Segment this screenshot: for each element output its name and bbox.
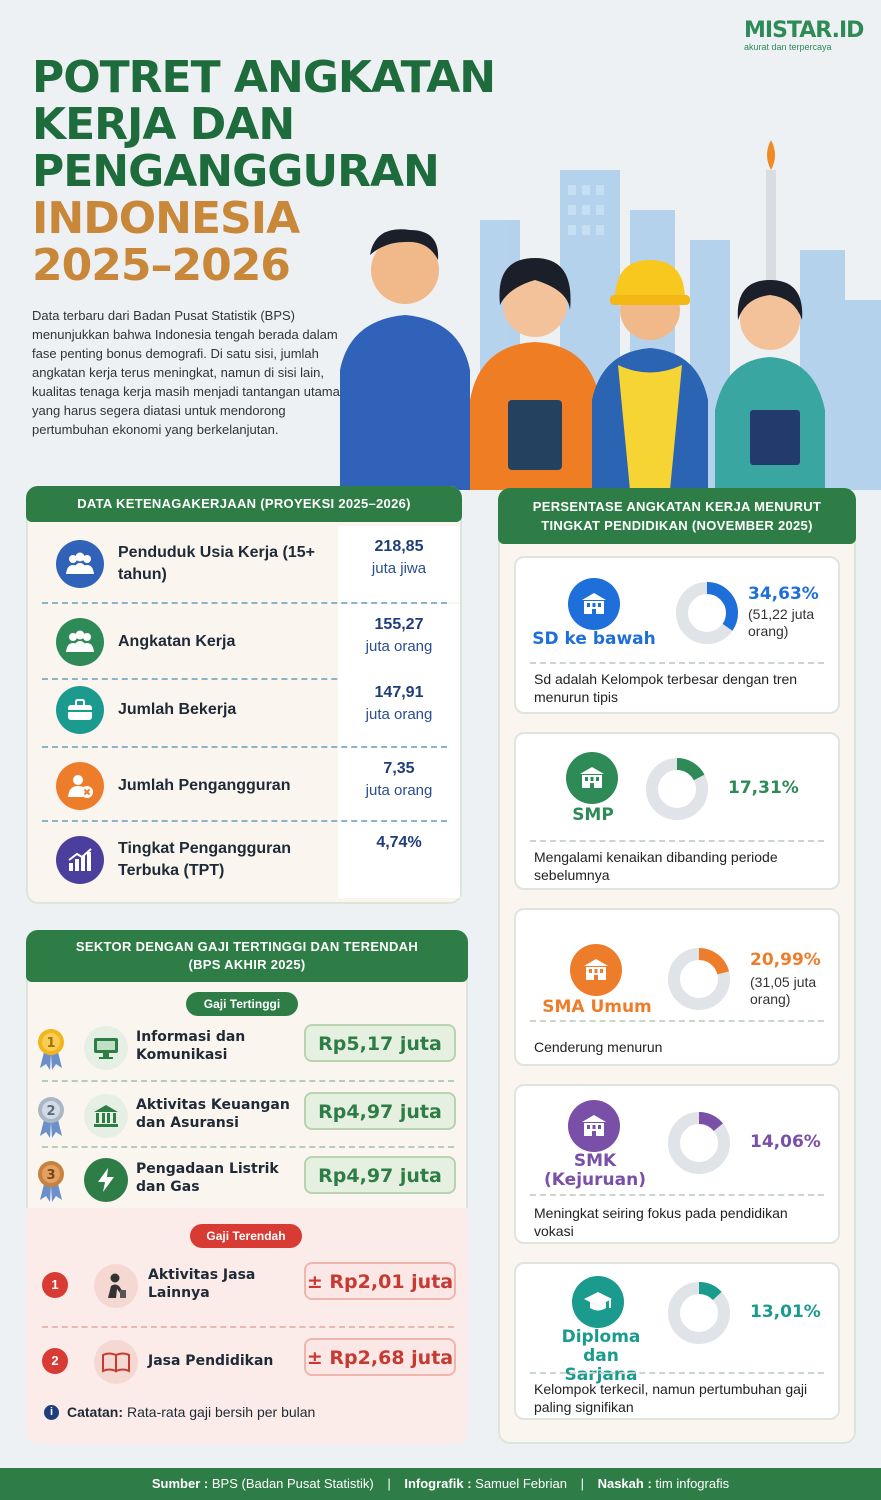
data-label: Jumlah Pengangguran [118,777,291,794]
people-group-icon [56,540,104,588]
data-unit: juta orang [365,782,433,799]
note-text: Rata-rata gaji bersih per bulan [127,1404,316,1420]
education-card-smk [514,1084,840,1244]
data-value-box [338,526,460,602]
sector-row [36,1152,461,1208]
education-description: Sd adalah Kelompok terbesar dengan tren menurun tipis [534,671,798,705]
medal-rank: 2 [46,1104,56,1119]
brand-logo [744,18,864,52]
script-label: Naskah : [597,1476,652,1491]
computer-icon [84,1026,128,1070]
title-line-5: 2025–2026 [32,240,290,291]
donut-chart [666,946,732,1012]
sector-salary: Rp4,97 juta [304,1092,456,1130]
data-unit: juta jiwa [371,560,427,577]
data-value-box [338,604,460,680]
logo-tagline: akurat dan terpercaya [744,42,832,52]
data-label: Penduduk Usia Kerja (15+ tahun) [118,544,315,583]
donut-chart [644,756,710,822]
high-school-icon [570,944,622,996]
education-level-name: SMA Umum [542,997,652,1017]
education-level-name: SMK (Kejuruan) [544,1151,646,1190]
divider [530,840,824,842]
education-level-name: SD ke bawah [532,629,656,649]
education-percent: 14,06% [750,1132,821,1152]
education-card-smp [514,732,840,890]
footer: Sumber : BPS (Badan Pusat Statistik) | Infografik : Samuel Febrian | Naskah : tim infografis [0,1468,881,1500]
data-value: 218,85 [374,538,424,555]
divider [42,1146,454,1148]
silver-medal-icon [36,1094,66,1138]
education-description: Mengalami kenaikan dibanding periode sebelumnya [534,849,778,883]
salary-sector-panel [26,930,468,1444]
sector-label: Aktivitas Jasa Lainnya [148,1267,256,1301]
school-building-icon [566,752,618,804]
sector-label: Aktivitas Keuangan dan Asuransi [136,1097,290,1131]
book-icon [94,1340,138,1384]
sector-salary: Rp4,97 juta [304,1156,456,1194]
bar-chart-trend-icon [56,836,104,884]
data-unit: juta orang [365,706,433,723]
sector-label: Pengadaan Listrik dan Gas [136,1161,279,1195]
divider [530,662,824,664]
donut-chart [674,580,740,646]
bank-icon [84,1094,128,1138]
education-level-name: SMP [572,805,614,825]
education-heading-line-1: PERSENTASE ANGKATAN KERJA MENURUT [532,499,822,514]
education-percent: 13,01% [750,1302,821,1322]
data-value-box [338,748,460,824]
education-heading [498,488,856,544]
salary-note [44,1404,315,1420]
highest-salary-badge: Gaji Tertinggi [186,992,298,1016]
sector-label: Informasi dan Komunikasi [136,1029,246,1063]
info-icon: i [44,1405,59,1420]
sector-salary: ± Rp2,68 juta [304,1338,456,1376]
education-description: Meningkat seiring fokus pada pendidikan vokasi [534,1205,788,1239]
divider [42,1326,454,1328]
lowest-salary-badge: Gaji Terendah [190,1224,302,1248]
data-row-labor-force [42,604,447,680]
sector-row [36,1020,461,1076]
data-label: Jumlah Bekerja [118,701,237,718]
salary-heading-line-2: (BPS AKHIR 2025) [188,957,306,972]
briefcase-icon [56,686,104,734]
title-line-2: KERJA DAN [32,99,295,150]
lightning-icon [84,1158,128,1202]
salary-heading-line-1: SEKTOR DENGAN GAJI TERTINGGI DAN TERENDAH [75,939,419,954]
title-line-1: POTRET ANGKATAN [32,52,496,103]
school-icon [568,578,620,630]
employment-data-heading: DATA KETENAGAKERJAAN (PROYEKSI 2025–2026) [26,486,462,522]
education-card-diploma [514,1262,840,1420]
data-label: Angkatan Kerja [118,633,236,650]
education-card-sma [514,908,840,1066]
data-label: Tingkat Pengangguran Terbuka (TPT) [118,840,292,879]
education-heading-line-2: TINGKAT PENDIDIKAN (NOVEMBER 2025) [541,518,813,533]
vocational-school-icon [568,1100,620,1152]
source-label: Sumber : [151,1476,209,1491]
education-percent: 20,99% [750,950,821,970]
data-value-box [338,822,460,898]
data-row-working-age [42,526,447,602]
data-row-unemployed [42,748,447,824]
sector-label: Jasa Pendidikan [148,1353,274,1369]
donut-chart [666,1110,732,1176]
data-value: 147,91 [374,684,424,701]
worker-icon [94,1264,138,1308]
data-unit: juta orang [365,638,433,655]
employment-data-panel [26,486,462,904]
data-value: 4,74% [376,834,422,851]
sector-row [36,1258,461,1314]
divider [42,1080,454,1082]
graduation-cap-icon [572,1276,624,1328]
title-line-3: PENGANGGURAN [32,146,439,197]
workforce-icon [56,618,104,666]
infographic-label: Infografik : [404,1476,472,1491]
education-level-name: Diploma dan Sarjana [561,1327,641,1385]
divider [530,1194,824,1196]
infographic-value: Samuel Febrian [475,1476,567,1491]
divider [530,1020,824,1022]
education-description: Kelompok terkecil, namun pertumbuhan gaji paling signifikan [534,1381,808,1415]
education-percent: 34,63% [748,584,819,604]
workers-illustration [330,130,881,490]
data-value: 155,27 [374,616,424,633]
education-description: Cenderung menurun [534,1039,663,1055]
unemployed-person-icon [56,762,104,810]
logo-name: MISTAR.ID [744,18,864,43]
medal-rank: 3 [46,1168,56,1183]
title-line-4: INDONESIA [32,193,300,244]
sector-row [36,1334,461,1390]
script-value: tim infografis [655,1476,730,1491]
sector-salary: Rp5,17 juta [304,1024,456,1062]
donut-chart [666,1280,732,1346]
city-workers-illustration [330,130,881,490]
data-row-employed [42,672,447,748]
bronze-medal-icon [36,1158,66,1202]
rank-badge: 1 [42,1272,68,1298]
salary-sector-heading [26,930,468,982]
divider [530,1372,824,1374]
intro-paragraph: Data terbaru dari Badan Pusat Statistik (BPS) menunjukkan bahwa Indonesia tengah berada dalam fase penting bonus demografi. Di satu sisi, jumlah angkatan kerja terus meningkat, namun di sisi lain, kualitas tenaga kerja masih menjadi tantangan utama yang harus segera diatasi untuk mendorong pertumbuhan ekonomi yang berkelanjutan. [32,308,340,437]
note-label: Catatan: [67,1404,124,1420]
education-percent: 17,31% [728,778,799,798]
sector-row [36,1088,461,1144]
gold-medal-icon [36,1026,66,1070]
education-sub: (51,22 juta orang) [748,606,815,639]
rank-badge: 2 [42,1348,68,1374]
medal-rank: 1 [46,1036,56,1051]
data-row-tpt [42,822,447,898]
data-value-box [338,672,460,748]
education-card-sd [514,556,840,714]
education-sub: (31,05 juta orang) [750,974,817,1007]
sector-salary: ± Rp2,01 juta [304,1262,456,1300]
data-value: 7,35 [383,760,415,777]
source-value: BPS (Badan Pusat Statistik) [211,1476,374,1491]
